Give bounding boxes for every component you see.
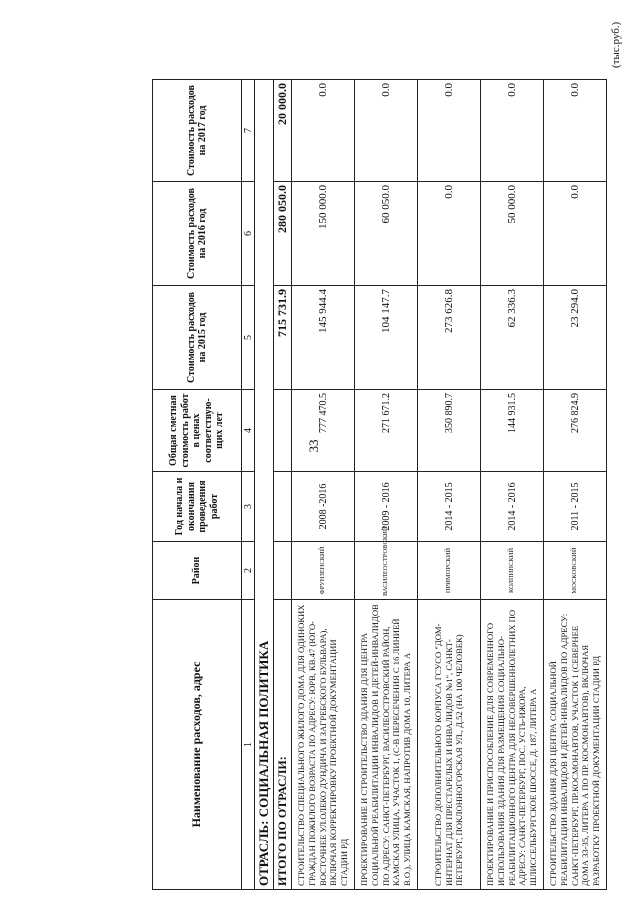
header-cost-2017: Стоимость расходов на 2017 год	[153, 80, 242, 182]
row-cost-2015: 23 294.0	[544, 286, 607, 390]
row-cost-2016: 0.0	[418, 182, 481, 286]
total-cost-2016: 280 050.0	[274, 182, 292, 286]
row-estimate: 144 931.5	[481, 390, 544, 472]
total-cost-2015: 715 731.9	[274, 286, 292, 390]
column-number: 4	[242, 390, 255, 472]
table-row	[418, 80, 481, 890]
column-number: 1	[242, 600, 255, 890]
table-row	[544, 80, 607, 890]
unit-label: (тыс.руб.)	[610, 21, 622, 68]
row-name: СТРОИТЕЛЬСТВО ЗДАНИЯ ДЛЯ ЦЕНТРА СОЦИАЛЬНОЙ РЕАБИЛИТАЦИИ ИНВАЛИДОВ И ДЕТЕЙ-ИНВАЛИДОВ ПО АДРЕСУ: САНКТ-ПЕТЕРБУРГ, ПР.КОСМОНАВТОВ, УЧАСТОК 1 (СЕВЕРНЕЕ ДОМА 33-35, ЛИТЕРА А ПО ПР. КОСМОНАВТОВ), ВКЛЮЧАЯ РАЗРАБОТКУ ПРОЕКТНОЙ ДОКУМЕНТАЦИИ СТАДИИ РД	[544, 600, 607, 890]
total-cost-2017: 20 000.0	[274, 80, 292, 182]
row-cost-2016: 0.0	[544, 182, 607, 286]
rotated-sheet	[152, 80, 600, 890]
row-district: КОЛПИНСКИЙ	[481, 542, 544, 600]
row-cost-2017: 0.0	[418, 80, 481, 182]
row-years: 2014 - 2015	[418, 472, 481, 542]
row-years: 2008 -2016	[292, 472, 355, 542]
row-cost-2015: 145 944.4	[292, 286, 355, 390]
row-cost-2017: 0.0	[544, 80, 607, 182]
page-number: 33	[306, 439, 321, 453]
row-years: 2009 - 2016	[355, 472, 418, 542]
column-number: 2	[242, 542, 255, 600]
row-years: 2011 - 2015	[544, 472, 607, 542]
header-cost-2015: Стоимость расходов на 2015 год	[153, 286, 242, 390]
row-district: ФРУНЗЕНСКИЙ	[292, 542, 355, 600]
header-row	[153, 80, 242, 890]
table-row	[355, 80, 418, 890]
row-estimate: 276 824.9	[544, 390, 607, 472]
header-cost-2016: Стоимость расходов на 2016 год	[153, 182, 242, 286]
total-empty	[274, 542, 292, 600]
row-district: МОСКОВСКИЙ	[544, 542, 607, 600]
row-estimate: 777 470.5	[292, 390, 355, 472]
total-row	[274, 80, 292, 890]
row-cost-2017: 0.0	[481, 80, 544, 182]
row-estimate: 350 890.7	[418, 390, 481, 472]
row-district: ПРИМОРСКИЙ	[418, 542, 481, 600]
header-name: Наименование расходов, адрес	[153, 600, 242, 890]
sector-title: ОТРАСЛЬ: СОЦИАЛЬНАЯ ПОЛИТИКА	[255, 80, 274, 890]
expenses-table	[152, 79, 607, 890]
row-cost-2017: 0.0	[355, 80, 418, 182]
row-cost-2015: 273 626.8	[418, 286, 481, 390]
row-cost-2015: 62 336.3	[481, 286, 544, 390]
table-row	[481, 80, 544, 890]
total-label: ИТОГО ПО ОТРАСЛИ:	[274, 600, 292, 890]
total-empty	[274, 472, 292, 542]
column-number: 6	[242, 182, 255, 286]
row-name: ПРОЕКТИРОВАНИЕ И СТРОИТЕЛЬСТВО ЗДАНИЯ ДЛЯ ЦЕНТРА СОЦИАЛЬНОЙ РЕАБИЛИТАЦИИ ИНВАЛИДОВ И ДЕТЕЙ-ИНВАЛИДОВ ПО АДРЕСУ: САНКТ-ПЕТЕРБУРГ, ВАСИЛЕОСТРОВСКИЙ РАЙОН, КАМСКАЯ УЛИЦА, УЧАСТОК 1, (С-В ПЕРЕСЕЧЕНИЯ С 16 ЛИНИЕЙ В.О.), УЛИЦА КАМСКАЯ, НАПРОТИВ ДОМА 10, ЛИТЕРА А	[355, 600, 418, 890]
row-estimate: 271 671.2	[355, 390, 418, 472]
column-number: 7	[242, 80, 255, 182]
row-cost-2017: 0.0	[292, 80, 355, 182]
column-number: 5	[242, 286, 255, 390]
sector-row	[255, 80, 274, 890]
total-empty	[274, 390, 292, 472]
row-name: СТРОИТЕЛЬСТВО ДОПОЛНИТЕЛЬНОГО КОРПУСА ГСУСО "ДОМ-ИНТЕРНАТ ДЛЯ ПРЕСТАРЕЛЫХ И ИНВАЛИДОВ №1", САНКТ-ПЕТЕРБУРГ, ПОКЛОННОГОРСКАЯ УЛ., Д.52 (НА 100 ЧЕЛОВЕК)	[418, 600, 481, 890]
header-district: Район	[153, 542, 242, 600]
row-years: 2014 - 2016	[481, 472, 544, 542]
row-cost-2015: 104 147.7	[355, 286, 418, 390]
header-years: Год начала и окончания проведения работ	[153, 472, 242, 542]
row-cost-2016: 60 050.0	[355, 182, 418, 286]
row-district: ВАСИЛЕОСТРОВСКИЙ	[355, 542, 418, 600]
row-cost-2016: 150 000.0	[292, 182, 355, 286]
row-cost-2016: 50 000.0	[481, 182, 544, 286]
column-number: 3	[242, 472, 255, 542]
column-number-row	[242, 80, 255, 890]
header-estimate: Общая сметная стоимость работ в ценах соответствую-щих лет	[153, 390, 242, 472]
row-name: ПРОЕКТИРОВАНИЕ И ПРИСПОСОБЛЕНИЕ ДЛЯ СОВРЕМЕННОГО ИСПОЛЬЗОВАНИЯ ЗДАНИЯ ДЛЯ РАЗМЕЩЕНИЯ СОЦИАЛЬНО-РЕАБИЛИТАЦИОННОГО ЦЕНТРА ДЛЯ НЕСОВЕРШЕННОЛЕТНИХ ПО АДРЕСУ: САНКТ-ПЕТЕРБУРГ, ПОС. УСТЬ-ИЖОРА, ШЛИССЕЛЬБУРГСКОЕ ШОССЕ, Д. 187, ЛИТЕРА А	[481, 600, 544, 890]
table-row	[292, 80, 355, 890]
row-name: СТРОИТЕЛЬСТВО СПЕЦИАЛЬНОГО ЖИЛОГО ДОМА ДЛЯ ОДИНОКИХ ГРАЖДАН ПОЖИЛОГО ВОЗРАСТА ПО АДРЕСУ: ЮРВ, КВ.47 (ЮГО-ВОСТОЧНЕЕ УЛ.ОЛЕКО ДУНДИЧА И ЗАГРЕБСКОГО БУЛЬВАРА), ВКЛЮЧАЯ КОРРЕКТИРОВКУ ПРОЕКТНОЙ ДОКУМЕНТАЦИИ СТАДИИ РД	[292, 600, 355, 890]
